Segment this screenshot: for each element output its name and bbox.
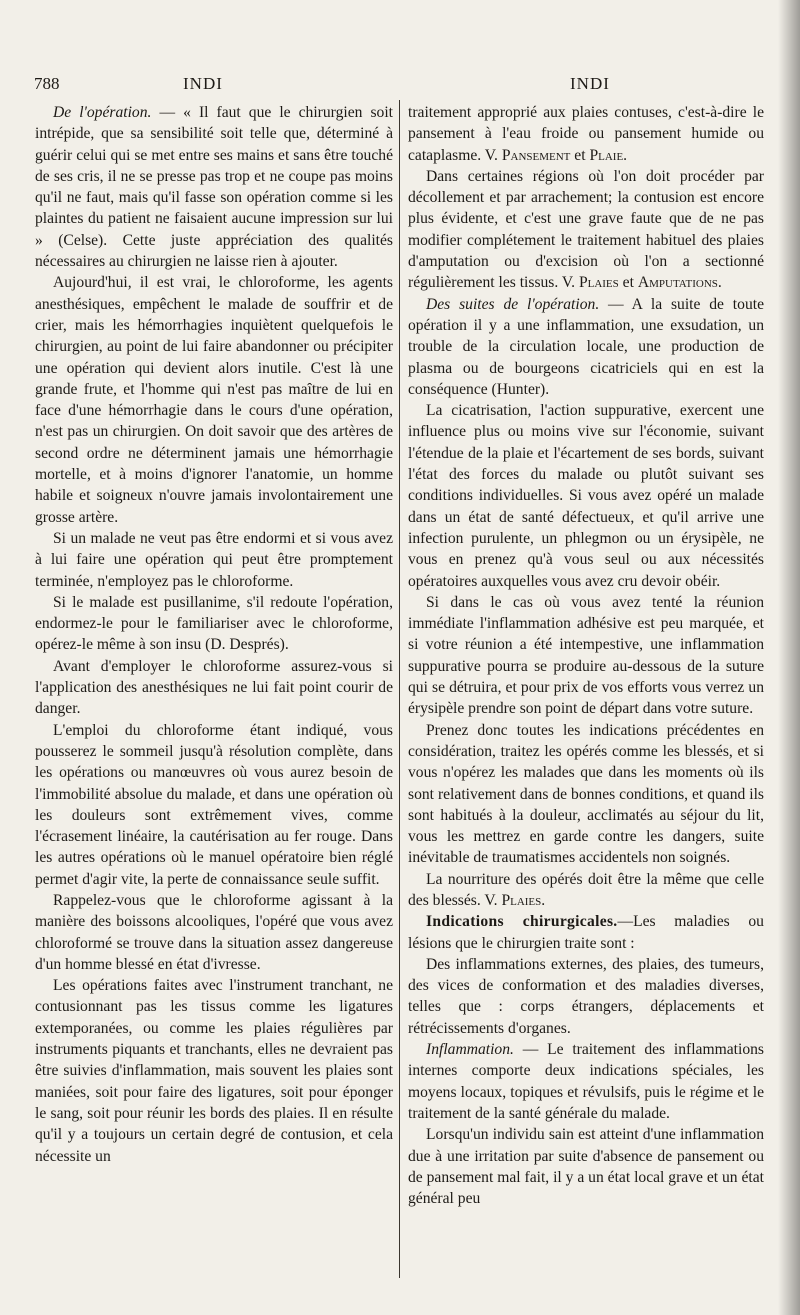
left-column <box>35 102 393 1167</box>
section-title: Indications chirurgicales. <box>426 913 618 931</box>
paragraph: De l'opération. — « Il faut que le chirurgien soit intrépide, que sa sensibilité soit telle que, déterminé à guérir celui qui se met entre ses mains et sans être touché de ses cris, il ne se presse pas trop et ne coupe pas moins qu'il ne faut, mais qu'il fasse son opération comme si les plaintes du patient ne faisaient aucune impression sur lui » (Celse). Cette juste appréciation des qualités nécessaires au chirurgien ne laisse rien à ajouter. <box>35 104 393 271</box>
running-head-left: INDI <box>183 74 223 93</box>
paragraph: Lorsqu'un individu sain est atteint d'une inflammation due à une irritation par suite d'absence de pansement ou de pansement mal fait, il y a un état local grave et un état général peu <box>408 1126 764 1208</box>
paragraph: Des inflammations externes, des plaies, des tumeurs, des vices de conformation et des maladies diverses, telles que : corps étrangers, déplacements et rétrécissements d'organes. <box>408 955 764 1037</box>
paragraph: Rappelez-vous que le chloroforme agissant à la manière des boissons alcooliques, l'opéré que vous avez chloroformé se trouve dans la situation assez dangereuse d'un homme blessé en état d'ivresse. <box>35 891 393 973</box>
cross-reference: Amputations <box>637 274 718 292</box>
paragraph: Si le malade est pusillanime, s'il redoute l'opération, endormez-le pour le familiariser avec le chloroforme, opérez-le même à son insu (D. Després). <box>35 593 393 654</box>
column-divider <box>399 100 400 1278</box>
paragraph: Dans certaines régions où l'on doit procéder par décollement et par arrachement; la contusion est encore plus évidente, et c'est une grave faute que de ne pas modifier complétement le traitement habituel des plaies d'amputation ou d'excision où l'on a sectionné régulièrement les tissus. V. Plaies et Amputations. <box>408 167 764 292</box>
paragraph: La cicatrisation, l'action suppurative, exercent une influence plus ou moins vive sur l'économie, suivant l'étendue de la plaie et l'écartement de ses bords, suivant l'état des forces du malade ou plutôt suivant ses conditions individuelles. Si vous avez opéré un malade dans un état de santé défectueux, et qu'il arrive une infection purulente, un phlegmon ou un érysipèle, ne vous en prenez qu'à vous seul ou aux nécessités opératoires auxquelles vous avez cru devoir obéir. <box>408 402 764 590</box>
paragraph: Si dans le cas où vous avez tenté la réunion immédiate l'inflammation adhésive est peu marquée, et si votre réunion a été intempestive, une inflammation suppurative pourra se produire au-dessous de la suture qui se détruira, et pour prix de vos efforts vous verrez un érysipèle prendre son point de départ dans votre suture. <box>408 593 764 718</box>
right-column <box>408 102 764 1209</box>
paragraph: L'emploi du chloroforme étant indiqué, vous pousserez le sommeil jusqu'à résolution complète, dans les opérations ou manœuvres où vous aurez besoin de l'immobilité absolue du malade, et dans une opération où les douleurs sont extrêmement vives, comme l'écrasement linéaire, la cautérisation au fer rouge. Dans les autres opérations où le manuel opératoire bien réglé permet d'agir vite, la perte de connaissance seule suffit. <box>35 721 393 888</box>
paragraph: Avant d'employer le chloroforme assurez-vous si l'application des anesthésiques ne lui fait point courir de danger. <box>35 657 393 718</box>
paragraph: Prenez donc toutes les indications précédentes en considération, traitez les opérés comme les blessés, et si vous n'opérez les malades que dans les moments où ils sont relativement dans de bonnes conditions, et quand ils sont habitués à la douleur, acclimatés au séjour du lit, vous les mettrez en garde contre les dangers, suite inévitable de traumatismes accidentels non soignés. <box>408 721 764 867</box>
paragraph: Des suites de l'opération. — A la suite de toute opération il y a une inflammation, une exsudation, un trouble de la circulation locale, une production de plasma ou de bourgeons cicatriciels qui en est la conséquence (Hunter). <box>408 295 764 398</box>
page-number: 788 <box>34 74 60 93</box>
paragraph: Inflammation. — Le traitement des inflammations internes comporte deux indications spéciales, les moyens locaux, topiques et révulsifs, puis le régime et le traitement de la santé générale du malade. <box>408 1041 764 1122</box>
paragraph: Indications chirurgicales.—Les maladies ou lésions que le chirurgien traite sont : <box>408 913 764 952</box>
paragraph: Les opérations faites avec l'instrument tranchant, ne contusionnant pas les tissus comme les ligatures extemporanées, ou comme les plaies régulières par instruments piquants et tranchants, elles ne devraient pas être suivies d'inflammation, mais souvent les plaies sont maniées, soit pour faire des ligatures, soit pour éponger le sang, soit pour réunir les bords des plaies. Il en résulte qu'il y a toujours un certain degré de contusion, et cela nécessite un <box>35 977 393 1165</box>
section-title: Des suites de l'opération. <box>426 295 600 313</box>
section-title: De l'opération. <box>53 104 152 121</box>
paragraph: La nourriture des opérés doit être la même que celle des blessés. V. Plaies. <box>408 870 764 909</box>
paragraph: Si un malade ne veut pas être endormi et si vous avez à lui faire une opération qui peut être promptement terminée, n'employez pas le chloroforme. <box>35 529 393 590</box>
cross-reference: Plaies <box>501 891 542 909</box>
page-edge-shadow <box>778 0 800 1315</box>
running-head-right: INDI <box>570 74 610 93</box>
cross-reference: Plaies <box>578 274 619 292</box>
cross-reference: Pansement <box>501 146 571 164</box>
paragraph: traitement approprié aux plaies contuses, c'est-à-dire le pansement à l'eau froide ou pansement humide ou cataplasme. V. Pansement et Plaie. <box>408 104 764 164</box>
section-title: Inflammation. <box>426 1041 514 1059</box>
cross-reference: Plaie <box>589 146 624 164</box>
page-header <box>0 74 800 98</box>
paragraph: Aujourd'hui, il est vrai, le chloroforme, les agents anesthésiques, empêchent le malade de souffrir et de crier, mais les hémorrhagies inquiètent quelquefois le chirurgien, au point de lui faire abandonner ou précipiter une opération qui devient alors inutile. C'est là une grande frute, et l'homme qui n'est pas maître de lui en face d'une hémorrhagie dans le cours d'une opération, n'est pas un chirurgien. On doit savoir que des artères de second ordre ne déterminent jamais une hémorrhagie mortelle, et à moins d'ignorer l'anatomie, un homme habile et soigneux n'ouvre jamais involontairement une grosse artère. <box>35 274 393 526</box>
